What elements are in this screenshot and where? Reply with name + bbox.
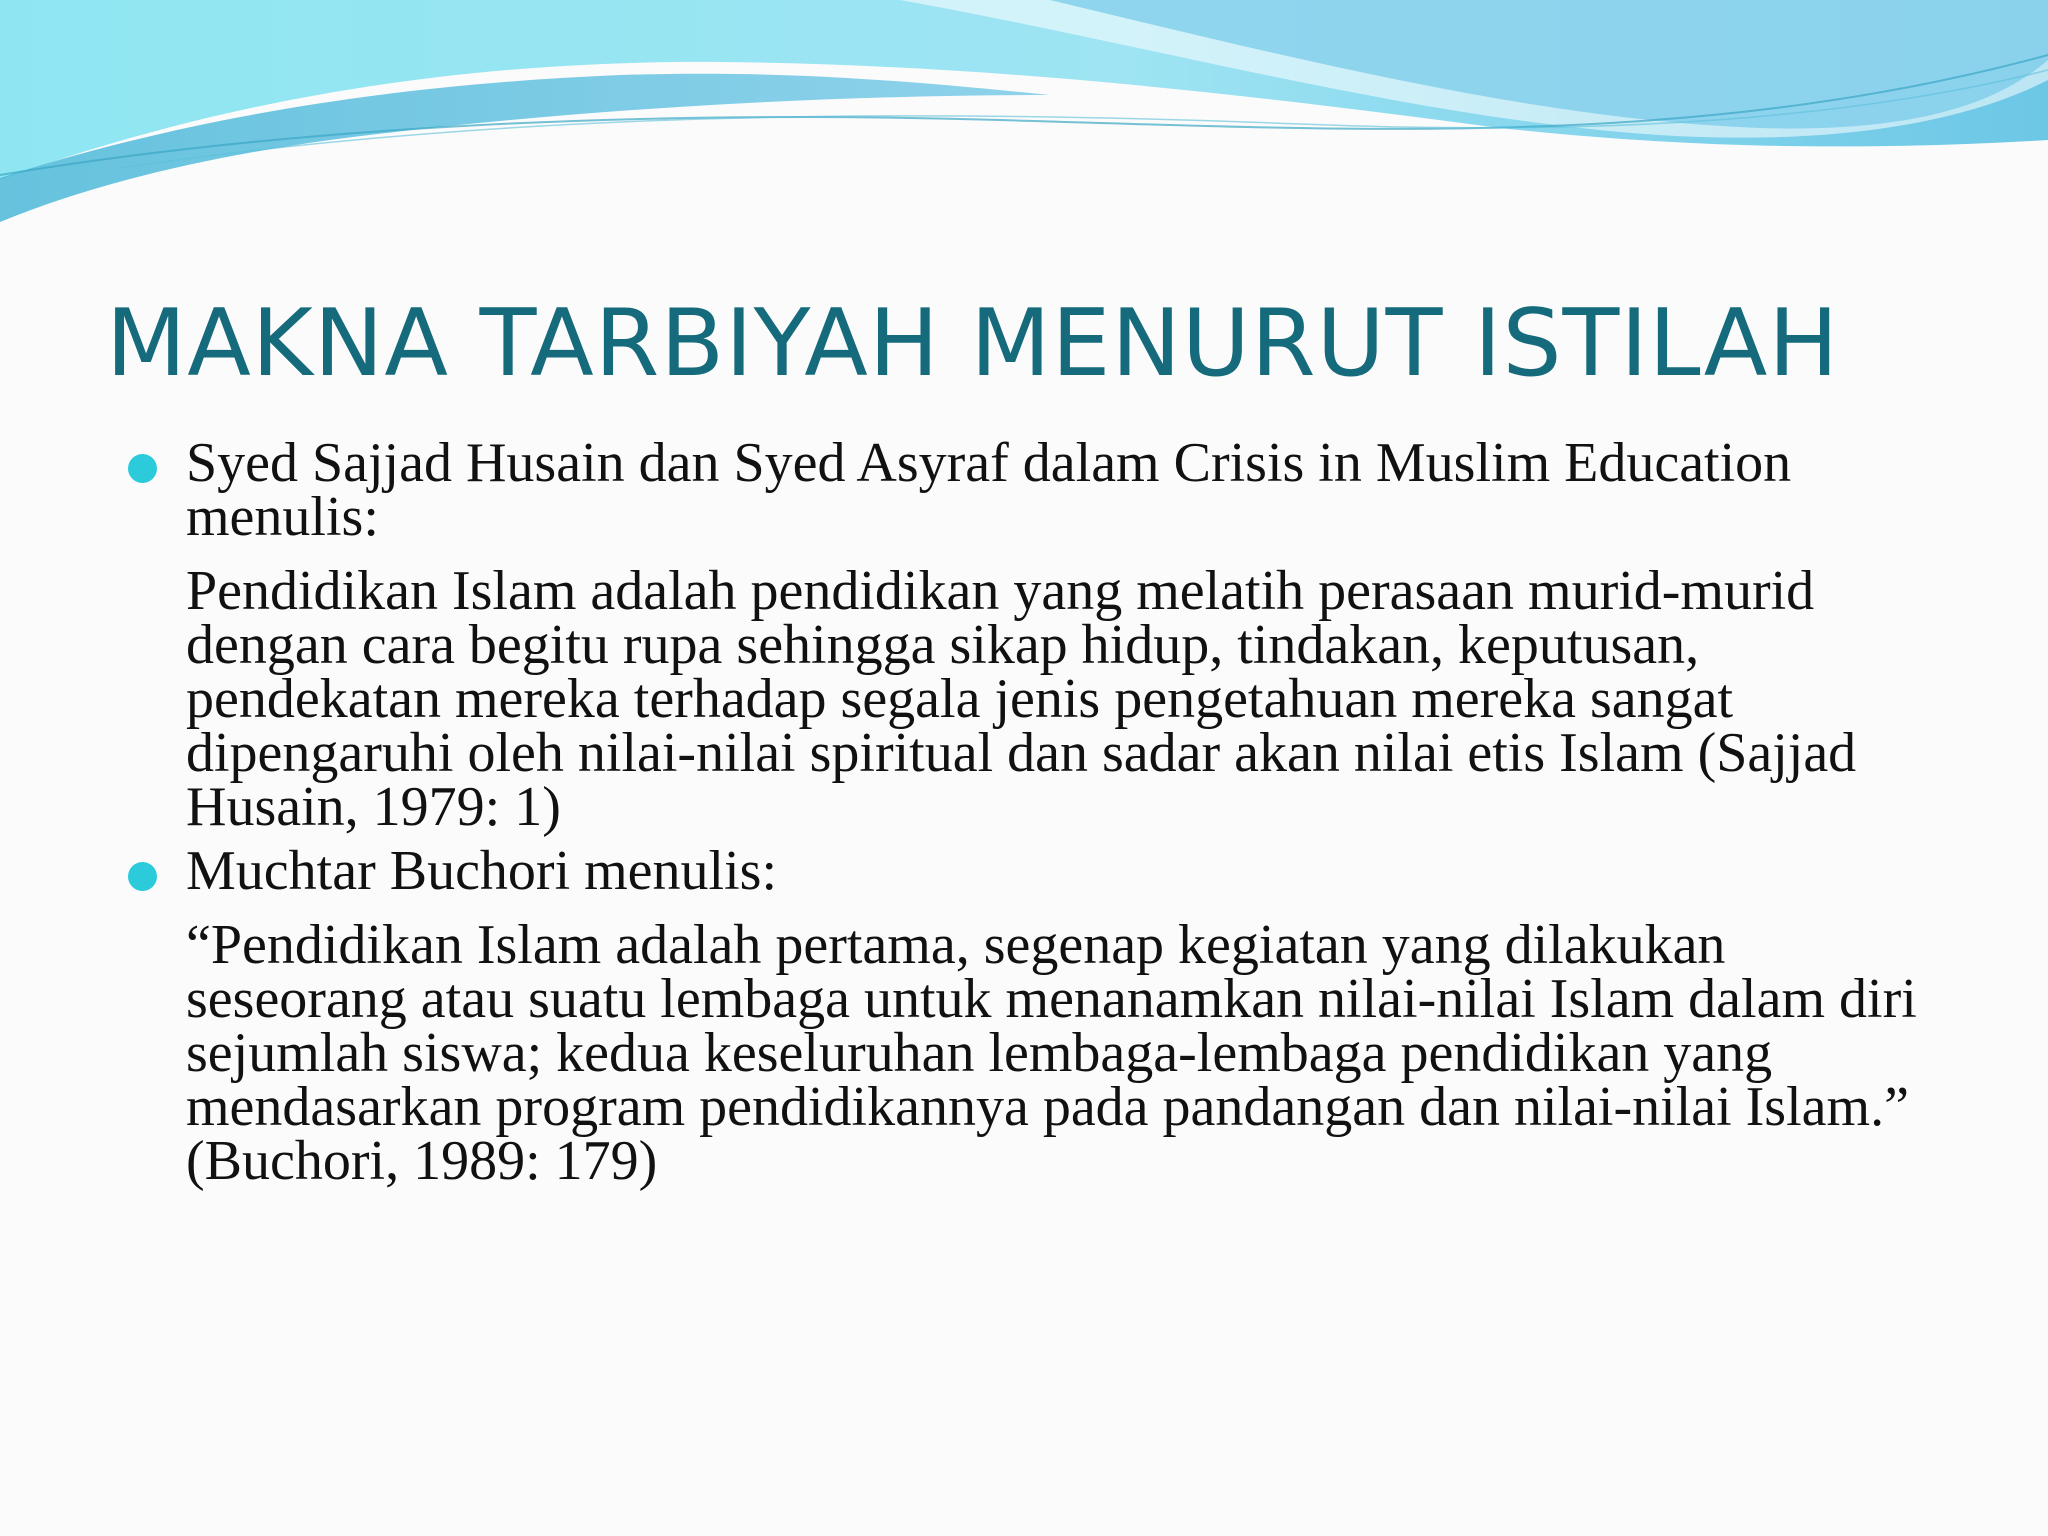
- quote-text: “Pendidikan Islam adalah pertama, segenap kegiatan yang dilakukan seseorang atau suatu lembaga untuk menanamkan nilai-nilai Islam dalam diri sejumlah siswa; kedua keseluruhan lembaga-lembaga pendidikan yang mendasarkan program pendidikannya pada pandangan dan nilai-nilai Islam.” (Buchori, 1989: 179): [186, 914, 1917, 1192]
- list-item: [128, 840, 1928, 1192]
- slide-title: MAKNA TARBIYAH MENURUT ISTILAH: [106, 289, 1840, 397]
- wave-header-decoration: [0, 0, 2048, 240]
- bullet-icon: [128, 454, 157, 483]
- bullet-text: Muchtar Buchori menulis:: [186, 840, 778, 902]
- quote-text: Pendidikan Islam adalah pendidikan yang melatih perasaan murid-murid dengan cara begitu rupa sehingga sikap hidup, tindakan, keputusan, pendekatan mereka terhadap segala jenis pengetahuan mereka sangat dipengaruhi oleh nilai-nilai spiritual dan sadar akan nilai etis Islam (Sajjad Husain, 1979: 1): [186, 560, 1857, 838]
- bullet-list: [128, 432, 1928, 1198]
- bullet-icon: [128, 862, 157, 891]
- list-item: [128, 432, 1928, 838]
- bullet-text: Syed Sajjad Husain dan Syed Asyraf dalam Crisis in Muslim Education menulis:: [186, 432, 1792, 548]
